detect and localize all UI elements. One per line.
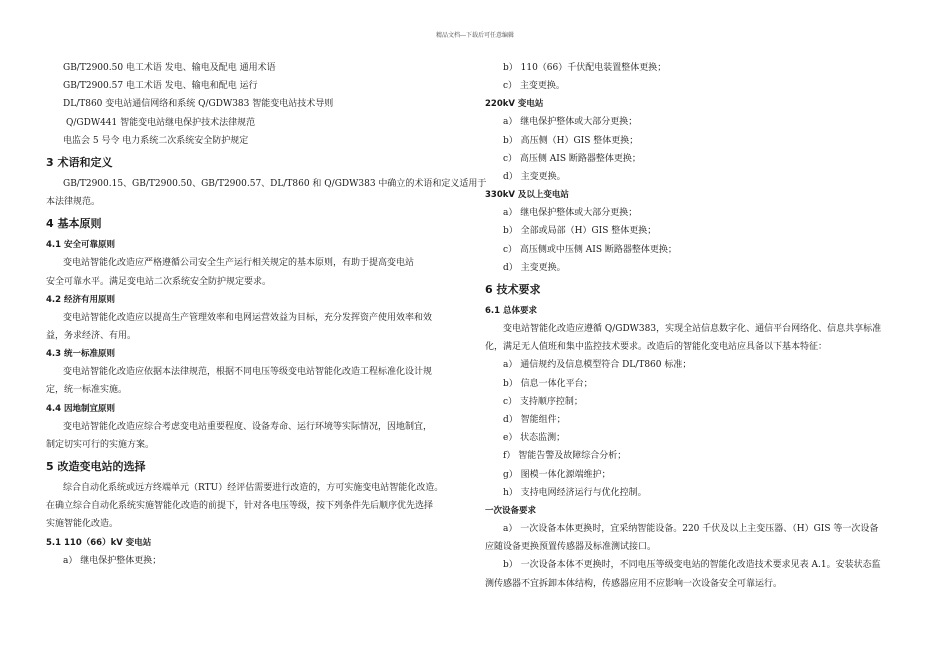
left-column — [46, 59, 487, 570]
text-line: 定，统一标准实施。 — [46, 385, 128, 396]
text-line: b） 110（66）千伏配电装置整体更换； — [503, 63, 667, 73]
text-line: b） 信息一体化平台； — [503, 378, 593, 389]
text-line: c） 高压侧或中压侧 AIS 断路器整体更换； — [503, 244, 677, 255]
text-line: 测传感器不宜拆卸本体结构，传感器应用不应影响一次设备安全可靠运行。 — [485, 578, 783, 589]
text-line: g） 图模一体化源端维护； — [503, 469, 611, 480]
text-line: a） 一次设备本体更换时，宜采纳智能设备。220 千伏及以上主变压器、（H）GIS 等一次设备 — [503, 524, 879, 535]
text-line: d） 主变更换。 — [503, 172, 566, 183]
text-line: 本法律规范。 — [46, 197, 101, 208]
subsection-heading: 220kV 变电站 — [485, 99, 544, 110]
text-line: c） 高压侧 AIS 断路器整体更换； — [503, 153, 641, 164]
text-line: 综合自动化系统或远方终端单元（RTU）经评估需要进行改造的，方可实施变电站智能化改造。 — [63, 483, 444, 494]
subsection-heading: 6.1 总体要求 — [485, 306, 538, 317]
text-line: 应随设备更换预置传感器及标准测试接口。 — [485, 542, 657, 553]
subsection-heading: 4.1 安全可靠原则 — [46, 240, 116, 251]
right-column — [485, 59, 903, 593]
text-line: 在确立综合自动化系统实施智能化改造的前提下，针对各电压等级，按下列条件先后顺序优先选择 — [46, 501, 434, 512]
text-line: 变电站智能化改造应以提高生产管理效率和电网运营效益为目标，充分发挥资产使用效率和效 — [63, 312, 433, 323]
section-heading: 4 基本原则 — [46, 217, 102, 231]
text-line: h） 支持电网经济运行与优化控制。 — [503, 487, 647, 498]
text-line: DL/T860 变电站通信网络和系统 Q/GDW383 智能变电站技术导则 — [63, 99, 334, 110]
text-line: Q/GDW441 智能变电站继电保护技术法律规范 — [66, 117, 256, 128]
text-line: GB/T2900.15、GB/T2900.50、GB/T2900.57、DL/T860 和 Q/GDW383 中确立的术语和定义适用于 — [63, 179, 487, 190]
text-line: a） 通信规约及信息模型符合 DL/T860 标准； — [503, 360, 692, 371]
subsection-heading: 4.4 因地制宜原则 — [46, 403, 116, 414]
text-line: e） 状态监测； — [503, 433, 566, 444]
text-line: b） 全部或局部（H）GIS 整体更换； — [503, 226, 657, 237]
subsection-heading: 4.3 统一标准原则 — [46, 349, 116, 360]
text-line: 电监会 5 号令 电力系统二次系统安全防护规定 — [63, 135, 249, 146]
text-line: f） 智能告警及故障综合分析； — [503, 451, 627, 462]
text-line: b） 一次设备本体不更换时，不同电压等级变电站的智能化改造技术要求见表 A.1。安装状态监 — [503, 560, 881, 571]
subsection-heading: 5.1 110（66）kV 变电站 — [46, 537, 152, 548]
text-line: 益，务求经济、有用。 — [46, 331, 137, 342]
text-line: d） 智能组件； — [503, 415, 566, 426]
text-line: c） 主变更换。 — [503, 81, 565, 92]
page-header: 精品文档---下载后可任意编辑 — [435, 32, 515, 39]
text-line: a） 继电保护整体或大部分更换； — [503, 117, 638, 128]
text-line: 变电站智能化改造应综合考虑变电站重要程度、设备寿命、运行环境等实际情况，因地制宜， — [63, 421, 433, 432]
section-heading: 6 技术要求 — [485, 283, 541, 297]
text-line: a） 继电保护整体更换； — [63, 555, 162, 566]
text-line: 制定切实可行的实施方案。 — [46, 439, 155, 450]
text-line: d） 主变更换。 — [503, 262, 566, 273]
text-line: 化，满足无人值班和集中监控技术要求。改造后的智能化变电站应具备以下基本特征： — [485, 342, 828, 353]
text-line: a） 继电保护整体或大部分更换； — [503, 208, 638, 219]
text-line: 变电站智能化改造应严格遵循公司安全生产运行相关规定的基本原则，有助于提高变电站 — [63, 258, 415, 269]
subsection-heading: 一次设备要求 — [485, 506, 537, 517]
text-line: 安全可靠水平。满足变电站二次系统安全防护规定要求。 — [46, 276, 272, 287]
text-line: 变电站智能化改造应依据本法律规范，根据不同电压等级变电站智能化改造工程标准化设计规 — [63, 367, 433, 378]
text-line: GB/T2900.57 电工术语 发电、输电和配电 运行 — [63, 81, 258, 92]
subsection-heading: 330kV 及以上变电站 — [485, 190, 569, 201]
text-line: GB/T2900.50 电工术语 发电、输电及配电 通用术语 — [63, 63, 276, 73]
text-line: b） 高压侧（H）GIS 整体更换； — [503, 135, 639, 146]
text-line: c） 支持顺序控制； — [503, 396, 583, 407]
section-heading: 5 改造变电站的选择 — [46, 460, 146, 474]
section-heading: 3 术语和定义 — [46, 156, 113, 170]
text-line: 实施智能化改造。 — [46, 519, 119, 530]
text-line: 变电站智能化改造应遵循 Q/GDW383，实现全站信息数字化、通信平台网络化、信息共享标准 — [503, 324, 882, 335]
subsection-heading: 4.2 经济有用原则 — [46, 294, 116, 305]
